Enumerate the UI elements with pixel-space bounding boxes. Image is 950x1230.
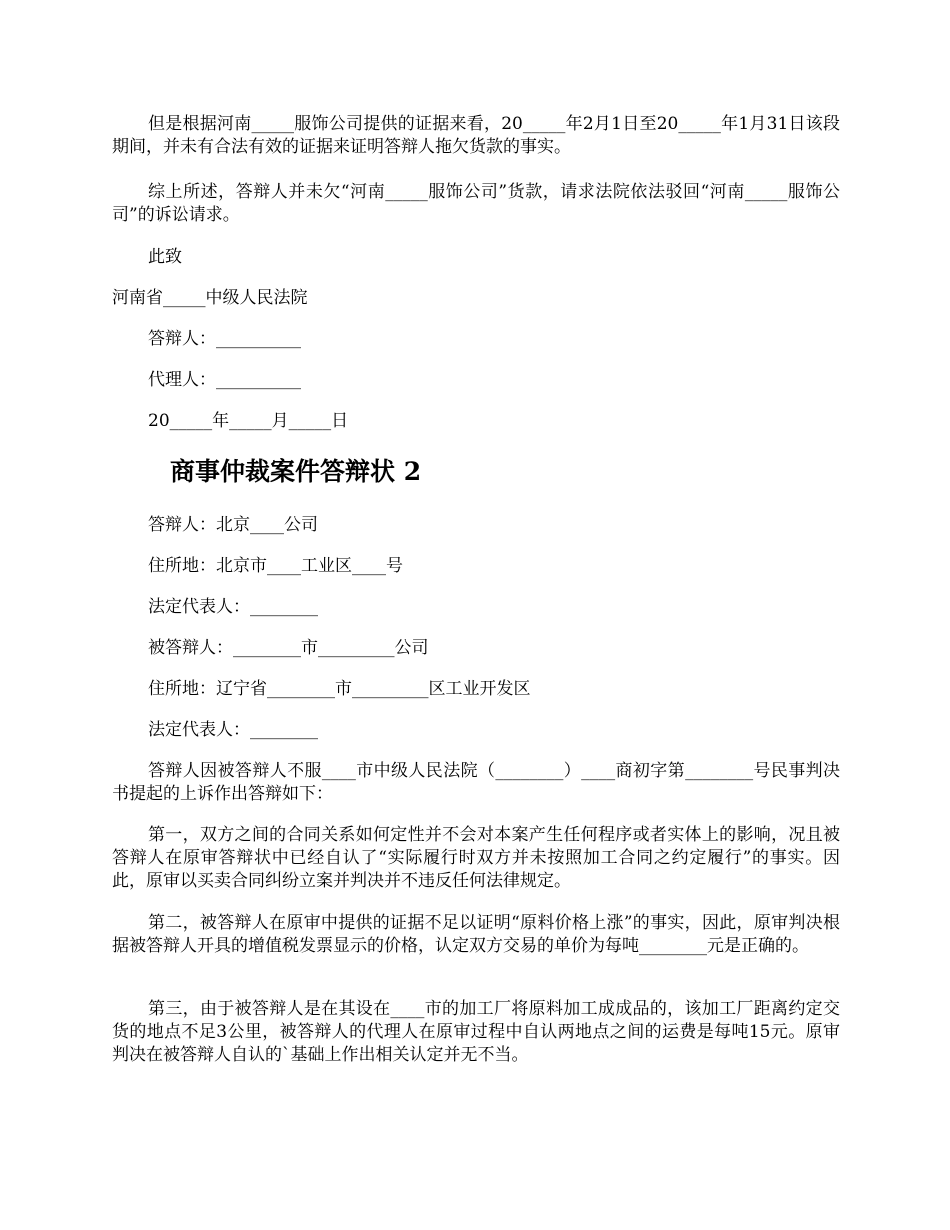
paragraph-intro: 答辩人因被答辩人不服____市中级人民法院（________）____商初字第________号民事判决书提起的上诉作出答辩如下： (112, 761, 840, 804)
paragraph-conclusion: 综上所述，答辩人并未欠“河南_____服饰公司”货款，请求法院依法驳回“河南_____服饰公司”的诉讼请求。 (112, 182, 840, 225)
date-line: 20_____年_____月_____日 (148, 411, 349, 431)
respondent-name: 答辩人：北京____公司 (148, 515, 318, 535)
salutation: 此致 (148, 247, 182, 267)
paragraph-third: 第三，由于被答辩人是在其设在____市的加工厂将原料加工成成品的，该加工厂距离约定交货的地点不足3公里，被答辩人的代理人在原审过程中自认两地点之间的运费是每吨15元。原审判决在被答辩人自认的`基础上作出相关认定并无不当。 (112, 999, 840, 1065)
court-name: 河南省_____中级人民法院 (112, 288, 308, 308)
appellee-name: 被答辩人：________市_________公司 (148, 638, 429, 658)
paragraph-first: 第一，双方之间的合同关系如何定性并不会对本案产生任何程序或者实体上的影响，况且被答辩人在原审答辩状中已经自认了“实际履行时双方并未按照加工合同之约定履行”的事实。因此，原审以买卖合同纠纷立案并判决并不违反任何法律规定。 (112, 825, 840, 891)
respondent-address: 住所地：北京市____工业区____号 (148, 556, 403, 576)
appellee-address: 住所地：辽宁省________市_________区工业开发区 (148, 679, 531, 699)
section-title: 商事仲裁案件答辩状 2 (170, 457, 422, 486)
paragraph-second: 第二，被答辩人在原审中提供的证据不足以证明“原料价格上涨”的事实，因此，原审判决根据被答辩人开具的增值税发票显示的价格，认定双方交易的单价为每吨________元是正确的。 (112, 913, 840, 956)
respondent-signature: 答辩人：__________ (148, 329, 301, 349)
agent-signature: 代理人：__________ (148, 370, 301, 390)
paragraph-evidence: 但是根据河南_____服饰公司提供的证据来看，20_____年2月1日至20_____年1月31日该段期间，并未有合法有效的证据来证明答辩人拖欠货款的事实。 (112, 114, 840, 157)
respondent-representative: 法定代表人：________ (148, 597, 318, 617)
appellee-representative: 法定代表人：________ (148, 720, 318, 740)
